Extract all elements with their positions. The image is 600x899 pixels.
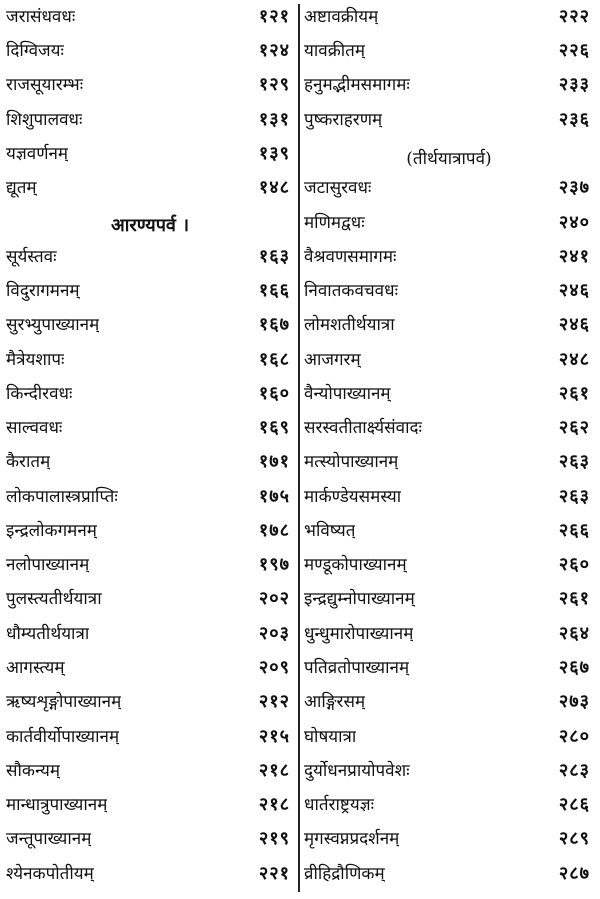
index-entry [6,651,294,685]
entry-title: अष्टावक्रीयम् [304,7,379,27]
entry-page: २६१ [558,383,590,404]
entry-page: १३९ [258,143,290,164]
entry-page: २६७ [558,657,590,678]
entry-title: भविष्यत् [304,521,356,541]
index-entry [304,308,594,342]
entry-page: २३७ [558,177,590,198]
entry-page: २८९ [558,828,590,849]
entry-page: १६९ [258,417,290,438]
entry-title: विदुरागमनम् [6,281,80,301]
entry-title: मैत्रेयशापः [6,350,65,370]
index-entry [304,582,594,616]
index-entry [304,34,594,68]
entry-title: धौम्यतीर्थयात्रा [6,624,90,644]
entry-title: पतिव्रतोपाख्यानम् [304,658,410,678]
index-entry [6,857,294,891]
entry-title: सौकन्यम् [6,761,60,781]
entry-title: साल्ववधः [6,418,63,438]
entry-title: आङ्गिरसम् [304,692,366,712]
entry-page: १४८ [258,177,290,198]
entry-page: २७३ [558,691,590,712]
index-entry [6,171,294,205]
index-entry [304,171,594,205]
entry-title: द्यूतम् [6,178,37,198]
entry-page: २१८ [258,794,290,815]
index-entry [6,34,294,68]
entry-title: वैन्योपाख्यानम् [304,384,391,404]
entry-page: १६६ [258,280,290,301]
entry-page: २८३ [558,760,590,781]
entry-page: १३१ [258,109,290,130]
entry-page: २६६ [558,520,590,541]
entry-title: आगस्त्यम् [6,658,65,678]
entry-page: २४६ [558,314,590,335]
index-entry [6,68,294,102]
entry-title: सरस्वतीतार्क्ष्यसंवादः [304,418,422,438]
entry-page: २६१ [558,588,590,609]
index-entry [304,617,594,651]
index-entry [6,582,294,616]
entry-title: नलोपाख्यानम् [6,555,90,575]
entry-page: १६७ [258,314,290,335]
entry-title: धार्तराष्ट्रयज्ञः [304,795,375,815]
index-entry [304,480,594,514]
entry-page: २१८ [258,760,290,781]
entry-title: हनुमद्भीमसमागमः [304,75,410,95]
index-entry [6,137,294,171]
index-entry [304,343,594,377]
index-entry [6,308,294,342]
index-entry [304,548,594,582]
entry-page: १७५ [258,486,290,507]
index-entry [304,651,594,685]
entry-title: कार्तवीर्योपाख्यानम् [6,727,120,747]
index-entry [304,411,594,445]
index-entry [6,445,294,479]
index-entry [304,240,594,274]
entry-title: वैश्रवणसमागमः [304,247,397,267]
entry-title: पुलस्त्यतीर्थयात्रा [6,589,102,609]
entry-title: पुष्कराहरणम् [304,110,383,130]
entry-page: २१५ [258,726,290,747]
entry-page: २२२ [558,6,590,27]
entry-title: मत्स्योपाख्यानम् [304,452,399,472]
entry-page: २६३ [558,451,590,472]
entry-page: २२६ [558,40,590,61]
entry-page: २४१ [558,246,590,267]
entry-title: यज्ञवर्णनम् [6,144,69,164]
entry-title: जरासंधवधः [6,7,76,27]
index-entry [6,822,294,856]
entry-title: ऋष्यशृङ्गोपाख्यानम् [6,692,122,712]
index-entry [6,720,294,754]
entry-title: लोमशतीर्थयात्रा [304,315,395,335]
entry-page: १२९ [258,74,290,95]
index-entry [304,206,594,240]
entry-page: २४६ [558,280,590,301]
entry-title: इन्द्रलोकगमनम् [6,521,97,541]
entry-page: २०९ [258,657,290,678]
entry-page: १६० [258,383,290,404]
index-entry [304,377,594,411]
column-divider [298,4,300,892]
index-entry [304,720,594,754]
entry-page: २६४ [558,623,590,644]
entry-title: धुन्धुमारोपाख्यानम् [304,624,414,644]
entry-title: मार्कण्डेयसमस्या [304,487,402,507]
entry-title: मण्डूकोपाख्यानम् [304,555,407,575]
entry-page: २१९ [258,828,290,849]
entry-page: १२१ [258,6,290,27]
entry-page: २३६ [558,109,590,130]
entry-page: २०३ [258,623,290,644]
entry-page: १६३ [258,246,290,267]
entry-page: १६८ [258,349,290,370]
index-entry [6,788,294,822]
entry-title: दुर्योधनप्रायोपवेशः [304,761,410,781]
index-entry [304,754,594,788]
entry-title: जटासुरवधः [304,178,372,198]
entry-page: २८७ [558,863,590,884]
entry-page: २०२ [258,588,290,609]
index-entry [304,788,594,822]
entry-title: मान्धात्रुपाख्यानम् [6,795,108,815]
entry-title: यावक्रीतम् [304,41,366,61]
index-entry [304,274,594,308]
index-entry [6,685,294,719]
index-entry [6,754,294,788]
index-entry [304,445,594,479]
index-entry [304,857,594,891]
index-entry [6,411,294,445]
index-entry [6,377,294,411]
index-entry [6,274,294,308]
index-entry [6,480,294,514]
index-entry [6,0,294,34]
entry-page: २४८ [558,349,590,370]
entry-page: २२१ [258,863,290,884]
index-entry [304,68,594,102]
section-heading-aranyaparva: आरण्यपर्व । [110,215,190,236]
section-heading-tirthayatraparva: (तीर्थयात्रापर्व) [406,149,492,169]
entry-page: १७१ [258,451,290,472]
entry-title: मणिमद्वधः [304,213,365,233]
entry-title: इन्द्रद्युम्नोपाख्यानम् [304,589,415,609]
index-entry [6,514,294,548]
index-entry [6,343,294,377]
entry-title: घोषयात्रा [304,727,357,747]
entry-title: सुरभ्युपाख्यानम् [6,315,100,335]
entry-page: १२४ [258,40,290,61]
index-entry [304,685,594,719]
index-entry [304,822,594,856]
entry-title: किन्दीरवधः [6,384,73,404]
index-entry [304,0,594,34]
entry-title: दिग्विजयः [6,41,64,61]
index-entry [304,514,594,548]
entry-title: आजगरम् [304,350,361,370]
entry-title: व्रीहिद्रौणिकम् [304,864,385,884]
entry-page: २१२ [258,691,290,712]
entry-title: जन्तूपाख्यानम् [6,829,92,849]
entry-page: २६२ [558,417,590,438]
entry-page: २३३ [558,74,590,95]
entry-page: १९७ [258,554,290,575]
entry-title: लोकपालास्त्रप्राप्तिः [6,487,118,507]
entry-page: २४० [558,212,590,233]
index-entry [6,103,294,137]
entry-title: निवातकवचवधः [304,281,399,301]
entry-title: सूर्यस्तवः [6,247,57,267]
entry-title: कैरातम् [6,452,51,472]
entry-page: २६३ [558,486,590,507]
index-entry [6,617,294,651]
entry-page: २८६ [558,794,590,815]
entry-page: १७८ [258,520,290,541]
index-entry [6,240,294,274]
entry-page: २८० [558,726,590,747]
index-entry [6,548,294,582]
index-entry [304,103,594,137]
entry-title: शिशुपालवधः [6,110,83,130]
entry-title: राजसूयारम्भः [6,75,84,95]
entry-title: मृगस्वप्नप्रदर्शनम् [304,829,400,849]
entry-title: श्येनकपोतीयम् [6,864,94,884]
entry-page: २६० [558,554,590,575]
